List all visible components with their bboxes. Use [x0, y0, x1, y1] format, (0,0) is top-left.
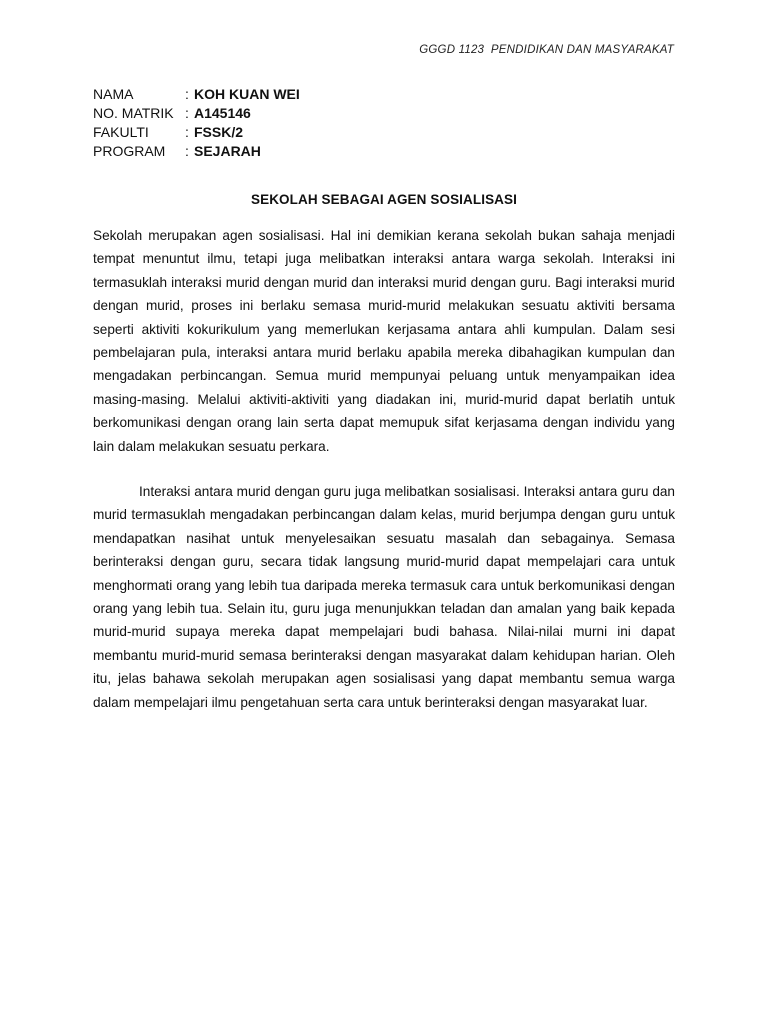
student-info-block: [93, 85, 300, 161]
info-value: KOH KUAN WEI: [194, 86, 300, 102]
info-label: NAMA: [93, 86, 134, 102]
info-row-faculty: [93, 123, 300, 142]
info-row-program: [93, 142, 300, 161]
info-label: NO. MATRIK: [93, 105, 174, 121]
paragraph: Interaksi antara murid dengan guru juga melibatkan sosialisasi. Interaksi antara guru dan murid termasuklah mengadakan perbincangan dalam kelas, murid berjumpa dengan guru untuk mendapatkan nasihat untuk menyelesaikan sesuatu masalah dan sebagainya. Semasa berinteraksi dengan guru, secara tidak langsung murid-murid dapat mempelajari cara untuk menghormati orang yang lebih tua daripada mereka termasuk cara untuk berkomunikasi dengan orang yang lebih tua. Selain itu, guru juga menunjukkan teladan dan amalan yang baik kepada murid-murid supaya mereka dapat mempelajari budi bahasa. Nilai-nilai murni ini dapat membantu murid-murid semasa berinteraksi dengan masyarakat dalam kehidupan harian. Oleh itu, jelas bahawa sekolah merupakan agen sosialisasi yang dapat membantu semua warga dalam mempelajari ilmu pengetahuan serta cara untuk berinteraksi dengan masyarakat luar.: [93, 484, 675, 710]
course-header: GGGD 1123 PENDIDIKAN DAN MASYARAKAT: [419, 44, 674, 56]
info-value: A145146: [194, 105, 251, 121]
info-separator: :: [185, 86, 189, 102]
info-separator: :: [185, 143, 189, 159]
document-title: SEKOLAH SEBAGAI AGEN SOSIALISASI: [251, 192, 517, 207]
info-row-matric: [93, 104, 300, 123]
info-separator: :: [185, 105, 189, 121]
info-value: SEJARAH: [194, 143, 261, 159]
info-separator: :: [185, 124, 189, 140]
info-label: FAKULTI: [93, 124, 149, 140]
info-value: FSSK/2: [194, 124, 244, 140]
info-row-name: [93, 85, 300, 104]
info-label: PROGRAM: [93, 143, 166, 159]
paragraph: Sekolah merupakan agen sosialisasi. Hal ini demikian kerana sekolah bukan sahaja menjadi tempat menuntut ilmu, tetapi juga melibatkan interaksi antara warga sekolah. Interaksi ini termasuklah interaksi murid dengan murid dan interaksi murid dengan guru. Bagi interaksi murid dengan murid, proses ini berlaku semasa murid-murid melakukan sesuatu aktiviti bersama seperti aktiviti kokurikulum yang memerlukan kerjasama antara ahli kumpulan. Dalam sesi pembelajaran pula, interaksi antara murid berlaku apabila mereka dibahagikan kumpulan dan mengadakan perbincangan. Semua murid mempunyai peluang untuk menyampaikan idea masing-masing. Melalui aktiviti-aktiviti yang diadakan ini, murid-murid dapat berlatih untuk berkomunikasi dengan orang lain serta dapat memupuk sifat kerjasama dengan individu yang lain dalam melakukan sesuatu perkara.: [93, 228, 675, 454]
